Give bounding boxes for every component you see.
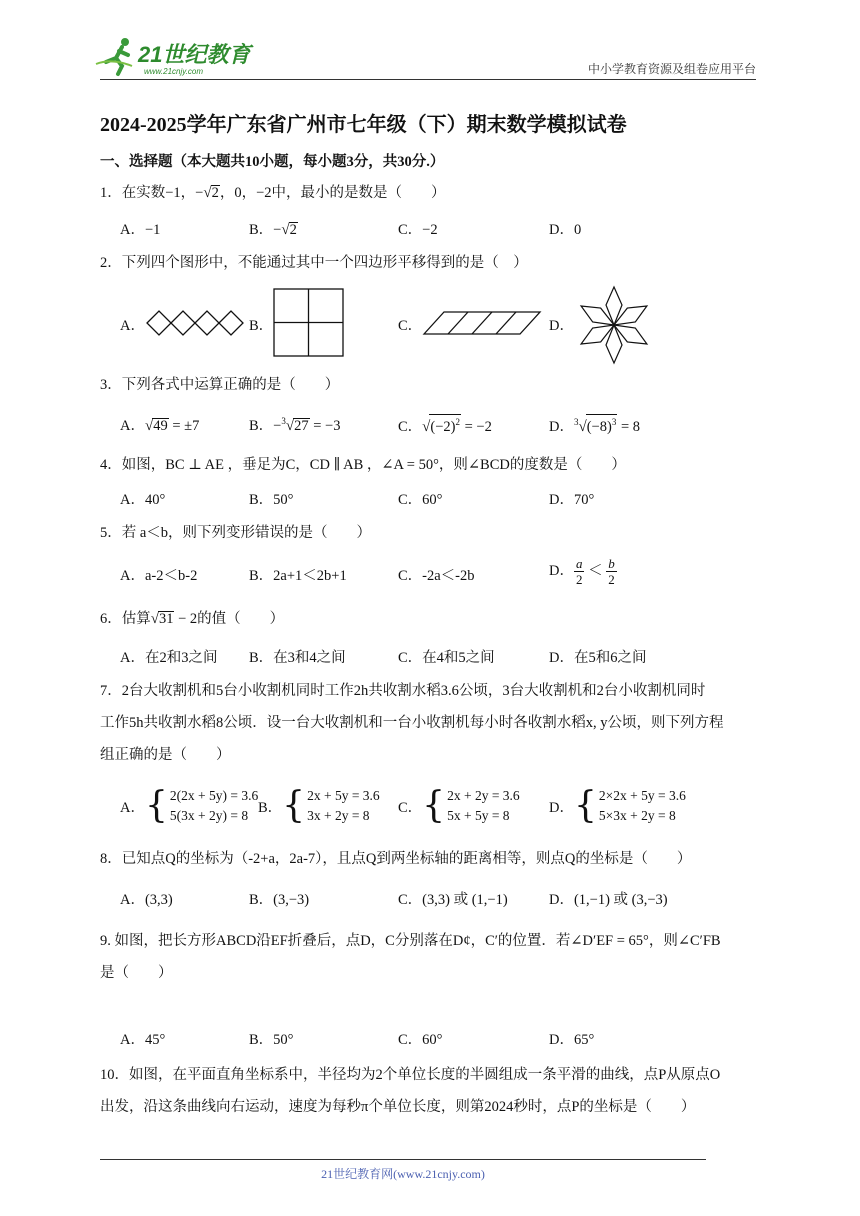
header-divider: [100, 79, 756, 80]
q2-option-a[interactable]: A．: [120, 318, 145, 334]
svg-text:21世纪教育: 21世纪教育: [138, 42, 251, 67]
q8-option-c[interactable]: C．(3,3) 或 (1,−1): [398, 892, 508, 908]
q8-option-a[interactable]: A．(3,3): [120, 892, 173, 908]
q1-option-c[interactable]: C．−2: [398, 222, 438, 238]
question-5: 5．若 a＜b，则下列变形错误的是（ ）: [100, 525, 372, 541]
q4-option-b[interactable]: B．50°: [249, 492, 294, 508]
q5-option-c[interactable]: C．-2a＜-2b: [398, 568, 475, 584]
q1-option-a[interactable]: A．−1: [120, 222, 161, 238]
footer-divider: [100, 1159, 706, 1160]
question-4: 4．如图，BC ⊥ AE ，垂足为C，CD ∥ AB ，∠A = 50°，则∠BCD的度数是（ ）: [100, 457, 626, 473]
q3-option-d[interactable]: D．$^3√(-8)^3 = 8$: [549, 414, 640, 436]
brand-logo: [92, 34, 267, 80]
question-10-line-1: 10．如图，在平面直角坐标系中，半径均为2个单位长度的半圆组成一条平滑的曲线，点P从原点O: [100, 1067, 721, 1083]
q6-option-c[interactable]: C．在4和5之间: [398, 650, 495, 666]
q4-option-a[interactable]: A．40°: [120, 492, 166, 508]
q5-option-b[interactable]: B．2a+1＜2b+1: [249, 568, 347, 584]
exam-title: 2024-2025学年广东省广州市七年级（下）期末数学模拟试卷: [100, 114, 627, 136]
q9-option-c[interactable]: C．60°: [398, 1032, 443, 1048]
question-6: 6．估算√31 − 2的值（ ）: [100, 611, 285, 627]
q9-option-d[interactable]: D．65°: [549, 1032, 595, 1048]
q2-option-b[interactable]: B．: [249, 318, 274, 334]
question-9-line-2: 是（ ）: [100, 965, 173, 981]
q9-option-b[interactable]: B．50°: [249, 1032, 294, 1048]
question-2: 2．下列四个图形中，不能通过其中一个四边形平移得到的是（ ）: [100, 255, 528, 271]
q4-option-c[interactable]: C．60°: [398, 492, 443, 508]
q6-option-d[interactable]: D．在5和6之间: [549, 650, 647, 666]
svg-text:www.21cnjy.com: www.21cnjy.com: [144, 67, 203, 76]
section-heading: 一、选择题（本大题共10小题，每小题3分，共30分.）: [100, 154, 445, 170]
platform-label: 中小学教育资源及组卷应用平台: [587, 62, 756, 76]
q2-option-c[interactable]: C．: [398, 318, 423, 334]
q8-option-d[interactable]: D．(1,−1) 或 (3,−3): [549, 892, 668, 908]
question-1: 1．在实数−1，−√2，0，−2中，最小的是数是（ ）: [100, 185, 446, 201]
q7-option-b[interactable]: B． { 2x + 5y = 3.6 3x + 2y = 8: [258, 785, 380, 826]
question-7-line-2: 工作5h共收割水稻8公顷．设一台大收割机和一台小收割机每小时各收割水稻x, y公顷，则下列方程: [100, 715, 724, 731]
question-8: 8．已知点Q的坐标为（-2+a，2a-7），且点Q到两坐标轴的距离相等，则点Q的坐标是（ ）: [100, 851, 692, 867]
q4-option-d[interactable]: D．70°: [549, 492, 595, 508]
question-7-line-3: 组正确的是（ ）: [100, 747, 231, 763]
q2-figure-a-diamonds: [145, 308, 245, 338]
q6-option-a[interactable]: A．在2和3之间: [120, 650, 218, 666]
question-7-line-1: 7．2台大收割机和5台小收割机同时工作2h共收割水稻3.6公顷，3台大收割机和2台小收割机同时: [100, 683, 706, 699]
q2-figure-c-parallelograms: [422, 310, 542, 336]
question-3: 3．下列各式中运算正确的是（ ）: [100, 377, 340, 393]
q7-option-a[interactable]: A． { 2(2x + 5y) = 3.6 5(3x + 2y) = 8: [120, 785, 259, 826]
q2-figure-b-square-grid: [273, 288, 345, 358]
footer-site[interactable]: 21世纪教育网(www.21cnjy.com): [321, 1167, 485, 1181]
q3-option-a[interactable]: A．√49 = ±7: [120, 418, 200, 434]
runner-icon: [96, 38, 132, 74]
q2-option-d[interactable]: D．: [549, 318, 574, 334]
q8-option-b[interactable]: B．(3,−3): [249, 892, 310, 908]
q1-option-d[interactable]: D．0: [549, 222, 582, 238]
question-9-line-1: 9. 如图，把长方形ABCD沿EF折叠后，点D，C分别落在D¢，C′的位置．若∠D′EF = 65°，则∠C′FB: [100, 933, 721, 949]
q5-option-d[interactable]: D． $\frac{a}{2}$ ＜ $\frac{b}{2}$: [549, 556, 615, 587]
q7-option-d[interactable]: D． { 2×2x + 5y = 3.6 5×3x + 2y = 8: [549, 785, 686, 826]
q3-option-c[interactable]: C．$√(-2)^2 = -2$: [398, 414, 492, 436]
q2-figure-d-star: [572, 285, 656, 365]
q7-option-c[interactable]: C． { 2x + 2y = 3.6 5x + 5y = 8: [398, 785, 520, 826]
q6-option-b[interactable]: B．在3和4之间: [249, 650, 346, 666]
question-10-line-2: 出发，沿这条曲线向右运动，速度为每秒π个单位长度，则第2024秒时，点P的坐标是（ ）: [100, 1099, 696, 1115]
q9-option-a[interactable]: A．45°: [120, 1032, 166, 1048]
q3-option-b[interactable]: B．−$^3$√27 = −3: [249, 416, 341, 434]
q5-option-a[interactable]: A．a-2＜b-2: [120, 568, 198, 584]
q1-option-b[interactable]: B．−√2: [249, 222, 297, 238]
